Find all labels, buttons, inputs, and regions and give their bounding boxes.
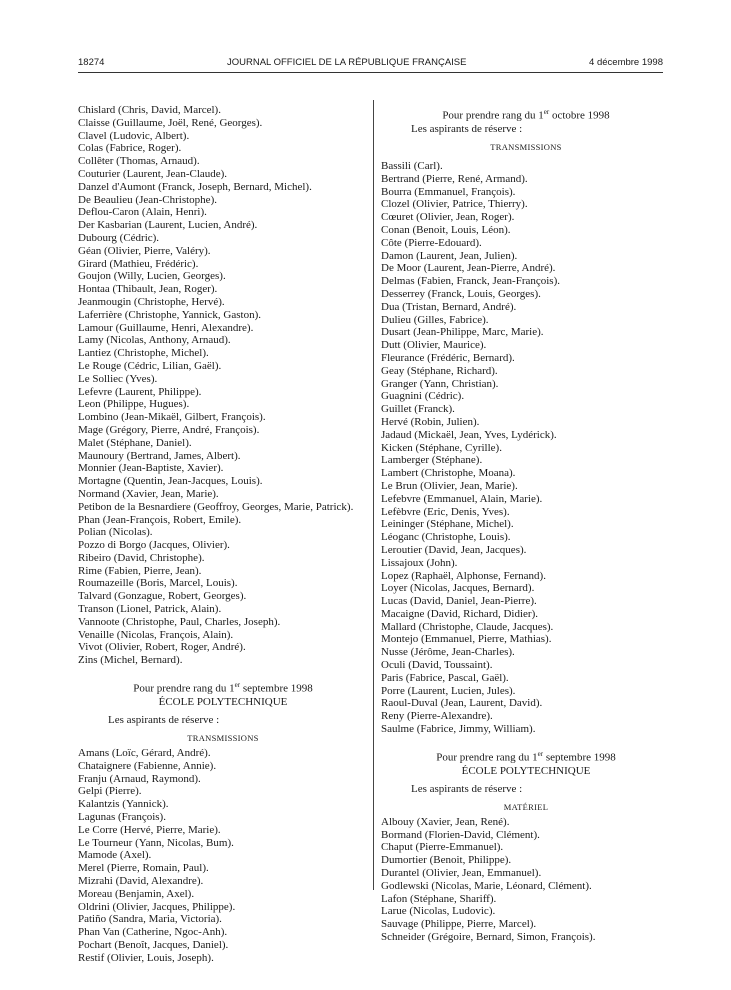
school-heading: ÉCOLE POLYTECHNIQUE bbox=[158, 696, 288, 709]
name-entry: Cœuret (Olivier, Jean, Roger). bbox=[381, 211, 515, 224]
name-entry: Géan (Olivier, Pierre, Valéry). bbox=[78, 244, 211, 257]
page-number: 18274 bbox=[78, 56, 105, 68]
name-entry: Jadaud (Mickaël, Jean, Yves, Lydérick). bbox=[381, 428, 557, 441]
name-entry: Mortagne (Quentin, Jean-Jacques, Louis). bbox=[78, 475, 263, 488]
name-entry: Normand (Xavier, Jean, Marie). bbox=[78, 487, 219, 500]
name-entry: Sauvage (Philippe, Pierre, Marcel). bbox=[381, 918, 537, 931]
section-heading: TRANSMISSIONS bbox=[187, 733, 259, 744]
name-entry: Lagunas (François). bbox=[78, 811, 166, 824]
right-column bbox=[381, 104, 671, 944]
name-entry: Lefèbvre (Eric, Denis, Yves). bbox=[381, 505, 510, 518]
issue-date: 4 décembre 1998 bbox=[589, 56, 663, 68]
name-entry: Loyer (Nicolas, Jacques, Bernard). bbox=[381, 582, 535, 595]
name-entry: Maunoury (Bertrand, James, Albert). bbox=[78, 449, 241, 462]
name-entry: Bertrand (Pierre, René, Armand). bbox=[381, 172, 528, 185]
name-entry: Laferrière (Christophe, Yannick, Gaston). bbox=[78, 308, 261, 321]
name-entry: Geay (Stéphane, Richard). bbox=[381, 364, 498, 377]
name-entry: Mamode (Axel). bbox=[78, 849, 152, 862]
name-entry: Phan Van (Catherine, Ngoc-Anh). bbox=[78, 926, 228, 939]
rank-date-heading: Pour prendre rang du 1er septembre 1998 bbox=[133, 681, 313, 695]
name-entry: Dusart (Jean-Philippe, Marc, Marie). bbox=[381, 326, 544, 339]
name-entry: Lucas (David, Daniel, Jean-Pierre). bbox=[381, 595, 537, 608]
name-entry: Le Rouge (Cédric, Lilian, Gaël). bbox=[78, 359, 222, 372]
name-entry: Roumazeille (Boris, Marcel, Louis). bbox=[78, 577, 238, 590]
name-list bbox=[78, 747, 368, 965]
name-entry: Le Solliec (Yves). bbox=[78, 372, 158, 385]
section-heading: MATÉRIEL bbox=[503, 801, 549, 812]
name-entry: Hontaa (Thibault, Jean, Roger). bbox=[78, 283, 218, 296]
name-entry: Pozzo di Borgo (Jacques, Olivier). bbox=[78, 539, 230, 552]
name-entry: Chislard (Chris, David, Marcel). bbox=[78, 104, 221, 116]
name-entry: Lafon (Stéphane, Shariff). bbox=[381, 892, 497, 905]
name-entry: Lissajoux (John). bbox=[381, 556, 458, 569]
name-entry: Lantiez (Christophe, Michel). bbox=[78, 347, 209, 360]
name-entry: De Moor (Laurent, Jean-Pierre, André). bbox=[381, 262, 556, 275]
name-entry: Paris (Fabrice, Pascal, Gaël). bbox=[381, 671, 509, 684]
name-entry: Vivot (Olivier, Robert, Roger, André). bbox=[78, 641, 246, 654]
name-entry: Talvard (Gonzague, Robert, Georges). bbox=[78, 590, 247, 603]
name-entry: Zins (Michel, Bernard). bbox=[78, 654, 183, 667]
name-entry: Albouy (Xavier, Jean, René). bbox=[381, 815, 510, 828]
name-list bbox=[381, 160, 671, 736]
name-entry: Gelpi (Pierre). bbox=[78, 785, 142, 798]
name-entry: Leininger (Stéphane, Michel). bbox=[381, 518, 514, 531]
name-entry: Côte (Pierre-Edouard). bbox=[381, 236, 482, 249]
name-entry: Bormand (Florien-David, Clément). bbox=[381, 828, 540, 841]
name-entry: Durantel (Olivier, Jean, Emmanuel). bbox=[381, 867, 542, 880]
name-entry: Merel (Pierre, Romain, Paul). bbox=[78, 862, 209, 875]
name-entry: Kalantzis (Yannick). bbox=[78, 798, 169, 811]
name-entry: Collêter (Thomas, Arnaud). bbox=[78, 155, 200, 168]
name-entry: Ribeiro (David, Christophe). bbox=[78, 551, 205, 564]
aspirants-heading: Les aspirants de réserve : bbox=[411, 123, 523, 135]
page-header bbox=[78, 55, 663, 69]
name-entry: Goujon (Willy, Lucien, Georges). bbox=[78, 270, 226, 283]
name-list bbox=[78, 104, 368, 667]
name-entry: Porre (Laurent, Lucien, Jules). bbox=[381, 684, 516, 697]
name-entry: Léoganc (Christophe, Louis). bbox=[381, 531, 511, 544]
rank-date-heading: Pour prendre rang du 1er septembre 1998 bbox=[436, 749, 616, 764]
name-entry: Godlewski (Nicolas, Marie, Léonard, Clément). bbox=[381, 879, 592, 892]
name-entry: Delmas (Fabien, Franck, Jean-François). bbox=[381, 275, 561, 288]
name-entry: Lefebvre (Emmanuel, Alain, Marie). bbox=[381, 492, 543, 505]
column-divider bbox=[373, 100, 374, 890]
name-entry: Franju (Arnaud, Raymond). bbox=[78, 772, 201, 785]
name-entry: Kicken (Stéphane, Cyrille). bbox=[381, 441, 502, 454]
name-entry: Pochart (Benoît, Jacques, Daniel). bbox=[78, 939, 229, 952]
name-entry: Couturier (Laurent, Jean-Claude). bbox=[78, 167, 228, 180]
name-entry: Oculi (David, Toussaint). bbox=[381, 659, 493, 672]
name-entry: Monnier (Jean-Baptiste, Xavier). bbox=[78, 462, 224, 475]
name-entry: Macaigne (David, Richard, Didier). bbox=[381, 607, 538, 620]
name-entry: Polian (Nicolas). bbox=[78, 526, 153, 539]
name-entry: Transon (Lionel, Patrick, Alain). bbox=[78, 603, 222, 616]
name-entry: Leon (Philippe, Hugues). bbox=[78, 398, 190, 411]
name-entry: Leroutier (David, Jean, Jacques). bbox=[381, 543, 527, 556]
name-entry: Saulme (Fabrice, Jimmy, William). bbox=[381, 723, 536, 736]
name-entry: Lamberger (Stéphane). bbox=[381, 454, 483, 467]
name-entry: Danzel d'Aumont (Franck, Joseph, Bernard, Michel). bbox=[78, 180, 312, 193]
name-entry: Malet (Stéphane, Daniel). bbox=[78, 436, 192, 449]
name-entry: Claisse (Guillaume, Joël, René, Georges). bbox=[78, 116, 263, 129]
name-entry: Chataignere (Fabienne, Annie). bbox=[78, 759, 217, 772]
name-entry: Lamour (Guillaume, Henri, Alexandre). bbox=[78, 321, 254, 334]
name-entry: Der Kasbarian (Laurent, Lucien, André). bbox=[78, 219, 258, 232]
name-entry: Oldrini (Olivier, Jacques, Philippe). bbox=[78, 900, 236, 913]
aspirants-heading: Les aspirants de réserve : bbox=[411, 782, 523, 795]
rank-date-heading: Pour prendre rang du 1er octobre 1998 bbox=[442, 108, 610, 122]
school-heading: ÉCOLE POLYTECHNIQUE bbox=[461, 764, 591, 777]
name-entry: Nusse (Jérôme, Jean-Charles). bbox=[381, 646, 515, 659]
name-entry: Le Brun (Olivier, Jean, Marie). bbox=[381, 479, 518, 492]
name-entry: Dubourg (Cédric). bbox=[78, 231, 160, 244]
name-entry: Phan (Jean-François, Robert, Emile). bbox=[78, 513, 242, 526]
name-list bbox=[381, 816, 671, 944]
name-entry: Le Tourneur (Yann, Nicolas, Bum). bbox=[78, 836, 234, 849]
name-entry: Chaput (Pierre-Emmanuel). bbox=[381, 841, 504, 854]
name-entry: Hervé (Robin, Julien). bbox=[381, 415, 480, 428]
name-entry: Petibon de la Besnardiere (Geoffroy, Georges, Marie, Patrick). bbox=[78, 500, 354, 513]
name-entry: Patiño (Sandra, Maria, Victoria). bbox=[78, 913, 222, 926]
name-entry: Lamy (Nicolas, Anthony, Arnaud). bbox=[78, 334, 231, 347]
name-entry: Mallard (Christophe, Claude, Jacques). bbox=[381, 620, 554, 633]
name-entry: Bourra (Emmanuel, François). bbox=[381, 185, 516, 198]
name-entry: Deflou-Caron (Alain, Henri). bbox=[78, 206, 207, 219]
name-entry: Fleurance (Frédéric, Bernard). bbox=[381, 351, 515, 364]
name-entry: Damon (Laurent, Jean, Julien). bbox=[381, 249, 518, 262]
name-entry: Jeanmougin (Christophe, Hervé). bbox=[78, 295, 225, 308]
name-entry: Moreau (Benjamin, Axel). bbox=[78, 887, 195, 900]
name-entry: Vannoote (Christophe, Paul, Charles, Joseph). bbox=[78, 615, 281, 628]
header-rule bbox=[78, 72, 663, 73]
name-entry: Venaille (Nicolas, François, Alain). bbox=[78, 628, 234, 641]
name-entry: Larue (Nicolas, Ludovic). bbox=[381, 905, 496, 918]
journal-title: JOURNAL OFFICIEL DE LA RÉPUBLIQUE FRANÇAISE bbox=[226, 56, 467, 68]
name-entry: Colas (Fabrice, Roger). bbox=[78, 142, 182, 155]
name-entry: Dulieu (Gilles, Fabrice). bbox=[381, 313, 489, 326]
name-entry: Dutt (Olivier, Maurice). bbox=[381, 339, 487, 352]
name-entry: Lombino (Jean-Mikaël, Gilbert, François). bbox=[78, 411, 266, 424]
name-entry: Montejo (Emmanuel, Pierre, Mathias). bbox=[381, 633, 552, 646]
left-column bbox=[78, 104, 368, 965]
name-entry: Lopez (Raphaël, Alphonse, Fernand). bbox=[381, 569, 546, 582]
name-entry: Raoul-Duval (Jean, Laurent, David). bbox=[381, 697, 543, 710]
name-entry: Mizrahi (David, Alexandre). bbox=[78, 875, 204, 888]
name-entry: Dua (Tristan, Bernard, André). bbox=[381, 300, 517, 313]
name-entry: Girard (Mathieu, Frédéric). bbox=[78, 257, 199, 270]
name-entry: Reny (Pierre-Alexandre). bbox=[381, 710, 493, 723]
name-entry: Restif (Olivier, Louis, Joseph). bbox=[78, 951, 214, 964]
name-entry: Desserrey (Franck, Louis, Georges). bbox=[381, 287, 541, 300]
name-entry: De Beaulieu (Jean-Christophe). bbox=[78, 193, 217, 206]
name-entry: Bassili (Carl). bbox=[381, 160, 443, 172]
name-entry: Guagnini (Cédric). bbox=[381, 390, 465, 403]
name-entry: Clavel (Ludovic, Albert). bbox=[78, 129, 190, 142]
name-entry: Le Corre (Hervé, Pierre, Marie). bbox=[78, 823, 221, 836]
name-entry: Guillet (Franck). bbox=[381, 403, 455, 416]
name-entry: Mage (Grégory, Pierre, André, François). bbox=[78, 423, 260, 436]
name-entry: Conan (Benoit, Louis, Léon). bbox=[381, 223, 511, 236]
name-entry: Amans (Loïc, Gérard, André). bbox=[78, 747, 211, 760]
name-entry: Clozel (Olivier, Patrice, Thierry). bbox=[381, 198, 528, 211]
name-entry: Granger (Yann, Christian). bbox=[381, 377, 499, 390]
name-entry: Schneider (Grégoire, Bernard, Simon, François). bbox=[381, 931, 596, 944]
name-entry: Lefevre (Laurent, Philippe). bbox=[78, 385, 202, 398]
aspirants-heading: Les aspirants de réserve : bbox=[108, 714, 220, 727]
name-entry: Lambert (Christophe, Moana). bbox=[381, 467, 516, 480]
name-entry: Dumortier (Benoit, Philippe). bbox=[381, 854, 512, 867]
name-entry: Rime (Fabien, Pierre, Jean). bbox=[78, 564, 202, 577]
section-heading: TRANSMISSIONS bbox=[490, 142, 562, 152]
